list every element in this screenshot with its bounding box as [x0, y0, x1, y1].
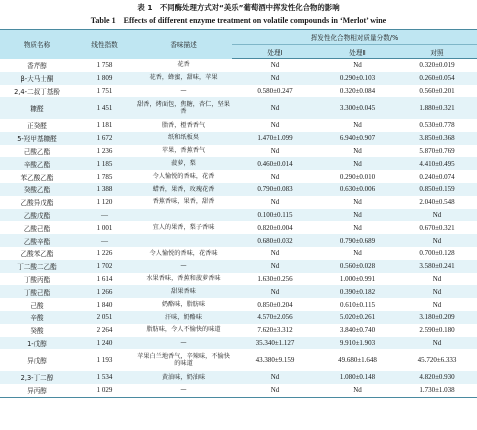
linear-index-cell: 1 451 — [74, 97, 135, 119]
table-row — [0, 371, 477, 384]
treatment-2-cell: Nd — [318, 384, 397, 397]
treatment-1-cell: Nd — [232, 371, 318, 384]
table-row — [0, 157, 477, 170]
treatment-2-cell: 0.610±0.115 — [318, 298, 397, 311]
treatment-2-cell: 1.080±0.148 — [318, 371, 397, 384]
aroma-cell: 水果香味，香蕉和菠萝香味 — [135, 273, 232, 286]
header-compound: 物质名称 — [0, 30, 74, 59]
control-cell: 0.320±0.019 — [397, 59, 477, 72]
aroma-cell: 黄油味，奶油味 — [135, 371, 232, 384]
treatment-1-cell: 4.570±2.056 — [232, 311, 318, 324]
control-cell: 0.560±0.201 — [397, 85, 477, 98]
treatment-2-cell: Nd — [318, 196, 397, 209]
control-cell: 2.040±0.548 — [397, 196, 477, 209]
header-relative-mass-fraction: 挥发性化合物相对质量分数/% — [232, 30, 477, 45]
treatment-1-cell: 43.380±9.159 — [232, 349, 318, 371]
treatment-2-cell: Nd — [318, 221, 397, 234]
linear-index-cell: 1 785 — [74, 170, 135, 183]
compound-cell: 丁酸丙酯 — [0, 273, 74, 286]
treatment-1-cell: 0.680±0.032 — [232, 234, 318, 247]
compound-cell: 糠醛 — [0, 97, 74, 119]
compound-cell: 癸酸乙酯 — [0, 183, 74, 196]
compound-cell: 乙酸辛酯 — [0, 234, 74, 247]
treatment-1-cell: 7.620±3.312 — [232, 324, 318, 337]
treatment-2-cell: Nd — [318, 119, 397, 132]
aroma-cell: 甜香，烤面包，焦糖，杏仁，坚果香 — [135, 97, 232, 119]
control-cell: 0.670±0.321 — [397, 221, 477, 234]
volatile-compounds-table — [0, 29, 477, 398]
compound-cell: β-大马士酮 — [0, 72, 74, 85]
treatment-1-cell: Nd — [232, 72, 318, 85]
table-row — [0, 170, 477, 183]
table-title-english: Table 1 Effects of different enzyme treatment on volatile compounds in ‘Merlot’ wine — [90, 16, 387, 25]
table-row — [0, 324, 477, 337]
treatment-1-cell: 0.850±0.204 — [232, 298, 318, 311]
linear-index-cell: 1 029 — [74, 384, 135, 397]
control-cell: 0.850±0.159 — [397, 183, 477, 196]
treatment-1-cell: 1.470±1.099 — [232, 132, 318, 145]
compound-cell: 己酸乙酯 — [0, 145, 74, 158]
control-cell: 0.700±0.128 — [397, 247, 477, 260]
treatment-1-cell: Nd — [232, 247, 318, 260]
compound-cell: 乙酸己酯 — [0, 221, 74, 234]
aroma-cell: 苹果白兰地香气，辛辣味，不愉快的味道 — [135, 349, 232, 371]
linear-index-cell: 1 120 — [74, 196, 135, 209]
aroma-cell: 香蕉香味，果香，甜香 — [135, 196, 232, 209]
linear-index-cell: — — [74, 234, 135, 247]
linear-index-cell: 2 264 — [74, 324, 135, 337]
compound-cell: 5-羟甲基糠醛 — [0, 132, 74, 145]
control-cell: 3.850±0.368 — [397, 132, 477, 145]
aroma-cell: — — [135, 384, 232, 397]
treatment-1-cell: Nd — [232, 145, 318, 158]
treatment-1-cell: Nd — [232, 260, 318, 273]
header-linear-index: 线性指数 — [74, 30, 135, 59]
aroma-cell — [135, 209, 232, 222]
linear-index-cell: 1 266 — [74, 285, 135, 298]
linear-index-cell: 1 181 — [74, 119, 135, 132]
treatment-2-cell: Nd — [318, 157, 397, 170]
treatment-2-cell: 6.940±0.907 — [318, 132, 397, 145]
table-row — [0, 311, 477, 324]
linear-index-cell: 1 185 — [74, 157, 135, 170]
table-row — [0, 384, 477, 397]
linear-index-cell: 1 758 — [74, 59, 135, 72]
compound-cell: 苯乙酸乙酯 — [0, 170, 74, 183]
compound-cell: 辛酸 — [0, 311, 74, 324]
table-row — [0, 285, 477, 298]
treatment-2-cell: 3.300±0.045 — [318, 97, 397, 119]
table-row — [0, 97, 477, 119]
table-row — [0, 85, 477, 98]
aroma-cell — [135, 234, 232, 247]
control-cell: 2.590±0.180 — [397, 324, 477, 337]
aroma-cell: 蜡香，果香，玫瑰花香 — [135, 183, 232, 196]
control-cell: 4.820±0.930 — [397, 371, 477, 384]
linear-index-cell: 1 672 — [74, 132, 135, 145]
linear-index-cell: 1 534 — [74, 371, 135, 384]
compound-cell: 正癸醛 — [0, 119, 74, 132]
header-treatment-1: 处理Ⅰ — [232, 45, 318, 59]
treatment-1-cell: Nd — [232, 97, 318, 119]
treatment-1-cell: Nd — [232, 59, 318, 72]
table-row — [0, 72, 477, 85]
aroma-cell: 奶酪味，脂肪味 — [135, 298, 232, 311]
table-body — [0, 59, 477, 398]
treatment-2-cell: Nd — [318, 145, 397, 158]
table-row — [0, 59, 477, 72]
treatment-2-cell: 0.390±0.182 — [318, 285, 397, 298]
linear-index-cell: 1 193 — [74, 349, 135, 371]
compound-cell: 乙酸苯乙酯 — [0, 247, 74, 260]
compound-cell: 丁酸己酯 — [0, 285, 74, 298]
table-row — [0, 298, 477, 311]
control-cell: Nd — [397, 273, 477, 286]
treatment-1-cell: 35.340±1.127 — [232, 337, 318, 350]
treatment-2-cell: 0.320±0.084 — [318, 85, 397, 98]
linear-index-cell: 1 388 — [74, 183, 135, 196]
control-cell: Nd — [397, 337, 477, 350]
linear-index-cell: 1 240 — [74, 337, 135, 350]
treatment-2-cell: 0.560±0.028 — [318, 260, 397, 273]
aroma-cell: 汗味，奶酪味 — [135, 311, 232, 324]
treatment-2-cell: Nd — [318, 209, 397, 222]
table-row — [0, 221, 477, 234]
header-treatment-2: 处理Ⅱ — [318, 45, 397, 59]
aroma-cell: — — [135, 337, 232, 350]
linear-index-cell: 1 001 — [74, 221, 135, 234]
treatment-1-cell: Nd — [232, 170, 318, 183]
treatment-2-cell: 0.630±0.006 — [318, 183, 397, 196]
control-cell: Nd — [397, 234, 477, 247]
control-cell: 1.880±0.321 — [397, 97, 477, 119]
control-cell: 4.410±0.495 — [397, 157, 477, 170]
table-title-chinese: 表 1 不同酶处理方式对“美乐”葡萄酒中挥发性化合物的影响 — [137, 3, 340, 12]
aroma-cell: 令人愉悦的香味，花香 — [135, 170, 232, 183]
treatment-1-cell: 0.460±0.014 — [232, 157, 318, 170]
table-row — [0, 132, 477, 145]
control-cell: 3.180±0.209 — [397, 311, 477, 324]
linear-index-cell: 1 614 — [74, 273, 135, 286]
treatment-2-cell: 3.840±0.740 — [318, 324, 397, 337]
control-cell: 5.870±0.769 — [397, 145, 477, 158]
compound-cell: 异丙醇 — [0, 384, 74, 397]
treatment-2-cell: 9.910±1.903 — [318, 337, 397, 350]
header-control: 对照 — [397, 45, 477, 59]
table-row — [0, 337, 477, 350]
compound-cell: 2,4-二叔丁基酚 — [0, 85, 74, 98]
aroma-cell: 纸和纸板臭 — [135, 132, 232, 145]
compound-cell: 辛酸乙酯 — [0, 157, 74, 170]
table-row — [0, 183, 477, 196]
table-row — [0, 209, 477, 222]
table-row — [0, 234, 477, 247]
treatment-2-cell: 1.000±0.991 — [318, 273, 397, 286]
treatment-1-cell: 0.100±0.115 — [232, 209, 318, 222]
control-cell: 1.730±1.038 — [397, 384, 477, 397]
aroma-cell: — — [135, 85, 232, 98]
table-row — [0, 145, 477, 158]
header-row-top — [0, 30, 477, 45]
treatment-1-cell: Nd — [232, 196, 318, 209]
compound-cell: 异戊醇 — [0, 349, 74, 371]
aroma-cell: 苹果，香蕉香气 — [135, 145, 232, 158]
treatment-1-cell: 0.790±0.083 — [232, 183, 318, 196]
treatment-2-cell: 0.290±0.103 — [318, 72, 397, 85]
linear-index-cell: 1 809 — [74, 72, 135, 85]
table-row — [0, 349, 477, 371]
aroma-cell: — — [135, 260, 232, 273]
control-cell: 0.530±0.778 — [397, 119, 477, 132]
treatment-2-cell: 0.790±0.689 — [318, 234, 397, 247]
compound-cell: 2,3-丁二醇 — [0, 371, 74, 384]
treatment-2-cell: 5.020±0.261 — [318, 311, 397, 324]
linear-index-cell: 1 751 — [74, 85, 135, 98]
treatment-1-cell: 1.630±0.256 — [232, 273, 318, 286]
table-row — [0, 247, 477, 260]
treatment-1-cell: 0.580±0.247 — [232, 85, 318, 98]
aroma-cell: 脂香，橙香香气 — [135, 119, 232, 132]
linear-index-cell: 1 840 — [74, 298, 135, 311]
table-row — [0, 273, 477, 286]
control-cell: 0.260±0.054 — [397, 72, 477, 85]
table-row — [0, 196, 477, 209]
linear-index-cell: 2 051 — [74, 311, 135, 324]
compound-cell: 癸酸 — [0, 324, 74, 337]
control-cell: Nd — [397, 285, 477, 298]
aroma-cell: 宜人的果香，梨子香味 — [135, 221, 232, 234]
control-cell: 0.240±0.074 — [397, 170, 477, 183]
treatment-2-cell: Nd — [318, 59, 397, 72]
control-cell: 3.580±0.241 — [397, 260, 477, 273]
aroma-cell: 花香，蜂蜜，甜味，苹果 — [135, 72, 232, 85]
control-cell: Nd — [397, 298, 477, 311]
compound-cell: 己酸 — [0, 298, 74, 311]
control-cell: 45.720±6.333 — [397, 349, 477, 371]
table-row — [0, 260, 477, 273]
linear-index-cell: — — [74, 209, 135, 222]
linear-index-cell: 1 702 — [74, 260, 135, 273]
aroma-cell: 脂肪味，令人不愉快的味道 — [135, 324, 232, 337]
compound-cell: 香芹醇 — [0, 59, 74, 72]
compound-cell: 乙酸戊酯 — [0, 209, 74, 222]
treatment-1-cell: 0.820±0.004 — [232, 221, 318, 234]
aroma-cell: 花香 — [135, 59, 232, 72]
header-aroma: 香味描述 — [135, 30, 232, 59]
treatment-2-cell: 49.680±1.648 — [318, 349, 397, 371]
compound-cell: 乙酸异戊酯 — [0, 196, 74, 209]
treatment-2-cell: Nd — [318, 247, 397, 260]
table-row — [0, 119, 477, 132]
control-cell: Nd — [397, 209, 477, 222]
treatment-1-cell: Nd — [232, 384, 318, 397]
compound-cell: 丁二酸二乙酯 — [0, 260, 74, 273]
compound-cell: 1-戊醇 — [0, 337, 74, 350]
aroma-cell: 令人愉悦的香味，花香味 — [135, 247, 232, 260]
linear-index-cell: 1 226 — [74, 247, 135, 260]
treatment-1-cell: Nd — [232, 285, 318, 298]
treatment-1-cell: Nd — [232, 119, 318, 132]
treatment-2-cell: 0.290±0.010 — [318, 170, 397, 183]
linear-index-cell: 1 236 — [74, 145, 135, 158]
aroma-cell: 菠萝，梨 — [135, 157, 232, 170]
aroma-cell: 甜果香味 — [135, 285, 232, 298]
